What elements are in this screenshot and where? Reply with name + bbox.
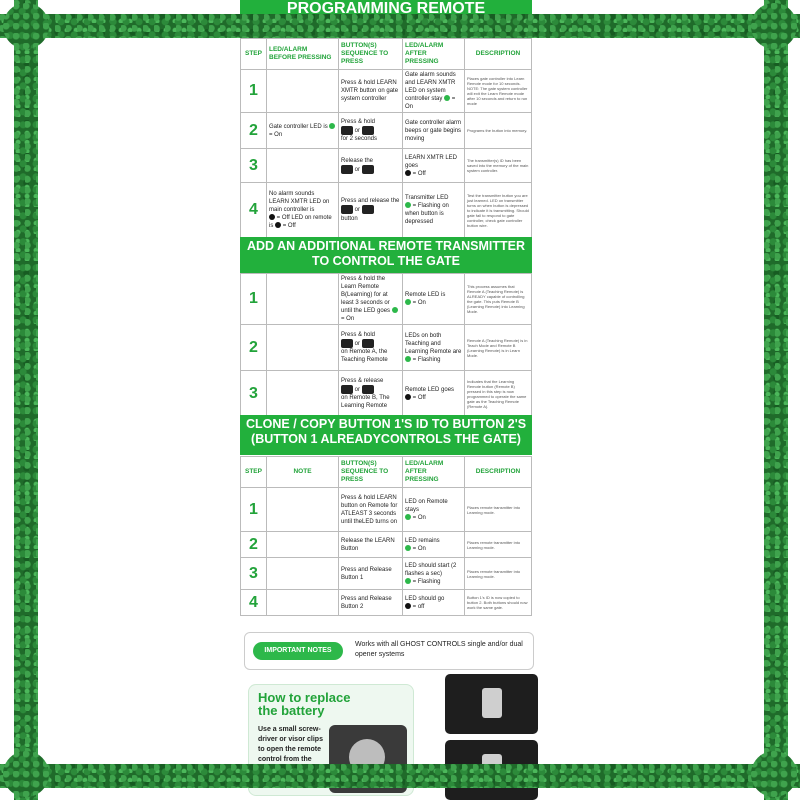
col-header: LED/ALARM AFTER PRESSING [403, 457, 465, 488]
press-text: Press & hold LEARN XMTR button on gate system controller [341, 80, 399, 102]
cell-press: Press & hold LEARN button on Remote for ATLEAST 3 seconds until theLED turns on [339, 488, 403, 532]
after-text: Remote LED is [405, 292, 446, 298]
table-row [241, 325, 532, 371]
after-text: LED should go [405, 595, 445, 602]
col-header: STEP [241, 457, 267, 488]
cell-press [339, 149, 403, 183]
step-number: 2 [241, 113, 267, 149]
led-black-icon [405, 603, 411, 609]
cell-press: Press and Release Button 1 [339, 558, 403, 590]
led-flashing-icon [405, 356, 411, 362]
grass-frame-right [764, 0, 788, 800]
grass-corner [751, 3, 797, 49]
cell-desc: Places remote transmitter into Learning mode. [465, 488, 532, 532]
press-tail: button [341, 215, 358, 222]
press-led: = On [341, 316, 355, 322]
press-tail: on Remote A, the Teaching Remote [341, 349, 388, 364]
programming-table [240, 38, 532, 238]
col-header: BUTTON(S) SEQUENCE TO PRESS [339, 457, 403, 488]
step-number: 4 [241, 590, 267, 616]
step-number: 3 [241, 149, 267, 183]
led-black-icon [405, 170, 411, 176]
led-green-icon [405, 299, 411, 305]
cell-after [403, 274, 465, 325]
cell-press: Release the LEARN Button [339, 532, 403, 558]
remote-button-icon [362, 205, 374, 214]
table-row [241, 183, 532, 238]
led-green-icon [329, 123, 335, 129]
after-text: LED remains [405, 537, 440, 544]
col-header: STEP [241, 39, 267, 70]
battery-instructions: Use a small screw-driver or visor clips to open the remote control from the [258, 726, 323, 763]
cell-after [403, 325, 465, 371]
after-led: = Off [412, 170, 426, 177]
led-green-icon [392, 307, 398, 313]
after-text: LEDs on both Teaching and Learning Remote are [405, 332, 462, 355]
after-text: LEARN XMTR LED goes [405, 154, 458, 169]
led-black-icon [275, 222, 281, 228]
col-header: DESCRIPTION [465, 457, 532, 488]
after-led: = Flashing [412, 578, 441, 585]
after-text: Transmitter LED [405, 195, 449, 201]
cell-before [267, 149, 339, 183]
remote-button-icon [341, 165, 353, 174]
step-number: 4 [241, 183, 267, 238]
col-header: BUTTON(S) SEQUENCE TO PRESS [339, 39, 403, 70]
table-row [241, 590, 532, 616]
cell-before [267, 113, 339, 149]
after-led: = Flashing [412, 356, 441, 363]
step-number: 2 [241, 532, 267, 558]
before-led: = On [269, 131, 283, 138]
clone-table [240, 456, 532, 616]
important-notes-badge: IMPORTANT NOTES [253, 642, 343, 660]
cell-after [403, 149, 465, 183]
after-text: LED should start (2 flashes a sec) [405, 562, 457, 577]
before-text: Gate controller LED is [269, 123, 328, 130]
after-text: Remote LED goes [405, 386, 455, 393]
cell-after [403, 558, 465, 590]
press-text: Press & hold [341, 331, 376, 338]
remote-clip-image [445, 674, 538, 734]
table-row [241, 488, 532, 532]
or-text: or [354, 341, 361, 348]
cell-press [339, 183, 403, 238]
remote-button-icon [341, 126, 353, 135]
cell-note [267, 532, 339, 558]
grass-frame-top [0, 14, 800, 38]
cell-after [403, 532, 465, 558]
cell-before [267, 274, 339, 325]
step-number: 1 [241, 488, 267, 532]
col-header: DESCRIPTION [465, 39, 532, 70]
after-led: = On [405, 96, 456, 110]
cell-press: Press and Release Button 2 [339, 590, 403, 616]
after-led: = On [412, 514, 426, 521]
important-notes-card [244, 632, 534, 670]
table-header-row [241, 457, 532, 488]
cell-after [403, 590, 465, 616]
remote-button-icon [341, 385, 353, 394]
table-row [241, 149, 532, 183]
cell-after [403, 371, 465, 417]
col-header: LED/ALARM BEFORE PRESSING [267, 39, 339, 70]
remote-button-icon [362, 126, 374, 135]
cell-press [339, 274, 403, 325]
after-led: = Flashing on when button is depressed [405, 203, 449, 225]
step-number: 1 [241, 70, 267, 113]
after-led: = On [412, 545, 426, 552]
led-black-icon [405, 394, 411, 400]
cell-desc: Places gate controller into Learn Remote mode for 10 seconds. NOTE: The gate system controller will exit the Learn Remote mode after 10 seconds and return to run mode [465, 70, 532, 113]
grass-corner [3, 751, 49, 797]
before-led: = Off LED on remote is [269, 215, 332, 229]
cell-press [339, 325, 403, 371]
led-flashing-icon [405, 202, 411, 208]
cell-desc: Places remote transmitter into Learning mode. [465, 558, 532, 590]
step-number: 2 [241, 325, 267, 371]
table-row [241, 113, 532, 149]
before-text: No alarm sounds LEARN XMTR LED on main controller is [269, 191, 330, 213]
step-number: 1 [241, 274, 267, 325]
cell-before [267, 371, 339, 417]
cell-desc: Places remote transmitter into Learning mode. [465, 532, 532, 558]
led-green-icon [405, 545, 411, 551]
led-black-icon [269, 214, 275, 220]
after-led: = Off [412, 394, 426, 401]
remote-button-icon [362, 339, 374, 348]
remote-button-icon [362, 385, 374, 394]
battery-title: How to replace the battery [258, 690, 351, 718]
grass-corner [3, 3, 49, 49]
step-number: 3 [241, 371, 267, 417]
press-text: Press and release the [341, 198, 400, 205]
cell-before [267, 325, 339, 371]
or-text: or [354, 387, 361, 394]
or-text: or [354, 167, 361, 174]
or-text: or [354, 207, 361, 214]
cell-desc: The transmitter(s) ID has been saved into the memory of the main system controller. [465, 149, 532, 183]
col-header: NOTE [267, 457, 339, 488]
grass-frame-bottom [0, 764, 800, 788]
cell-note [267, 558, 339, 590]
page-title: PROGRAMMING REMOTE [240, 0, 532, 14]
cell-note [267, 488, 339, 532]
remote-button-icon [341, 205, 353, 214]
table-row [241, 274, 532, 325]
cell-desc: Indicates that the Learning Remote button (Remote B) pressed in this step is now programmed to operate the same gate as the Teaching Remote (Remote A). [465, 371, 532, 417]
cell-desc: Button 1's ID is now copied to button 2. Both buttons should now work the same gate. [465, 590, 532, 616]
press-text: Press & release [341, 377, 384, 384]
table-row [241, 532, 532, 558]
table-row [241, 70, 532, 113]
cell-after: Gate controller alarm beeps or gate begins moving [403, 113, 465, 149]
or-text: or [354, 128, 361, 135]
cell-before [267, 70, 339, 113]
led-green-icon [444, 95, 450, 101]
step-number: 3 [241, 558, 267, 590]
cell-after [403, 488, 465, 532]
section-heading: CLONE / COPY BUTTON 1'S ID TO BUTTON 2'S (BUTTON 1 ALREADYCONTROLS THE GATE) [240, 415, 532, 455]
visor-clip-icon [482, 688, 502, 718]
grass-corner [751, 751, 797, 797]
press-text: Release the [341, 157, 374, 164]
cell-after [403, 70, 465, 113]
remote-button-icon [341, 339, 353, 348]
press-tail: for 2 seconds [341, 136, 378, 143]
grass-frame-left [14, 0, 38, 800]
section-heading: ADD AN ADDITIONAL REMOTE TRANSMITTER TO CONTROL THE GATE [240, 237, 532, 273]
table-row [241, 558, 532, 590]
after-led: = off [412, 603, 425, 610]
cell-after [403, 183, 465, 238]
cell-desc: Test the transmitter button you are just learned. LED on transmitter turns on when button is depressed to indicate it is transmitting. Should gate fail to respond to gate controller, check gate controller button wire. [465, 183, 532, 238]
after-text: LED on Remote stays [405, 498, 448, 513]
col-header: LED/ALARM AFTER PRESSING [403, 39, 465, 70]
add-remote-table [240, 273, 532, 417]
after-led: = On [412, 300, 426, 306]
important-notes-text: Works with all GHOST CONTROLS single and/or dual opener systems [355, 641, 523, 658]
led-flashing-icon [405, 578, 411, 584]
after-text: Gate alarm sounds and LEARN XMTR LED on system controller stay [405, 72, 456, 102]
press-tail: on Remote B, The Learning Remote [341, 395, 390, 410]
cell-note [267, 590, 339, 616]
before-led2: = Off [282, 223, 296, 229]
led-green-icon [405, 514, 411, 520]
cell-press [339, 113, 403, 149]
cell-desc: Remote A (Teaching Remote) is in Teach Mode and Remote B (Learning Remote) is in Learn Mode. [465, 325, 532, 371]
cell-before [267, 183, 339, 238]
table-header-row [241, 39, 532, 70]
cell-desc: This process assumes that Remote A (Teaching Remote) is ALREADY capable of controlling the gate. This puts Remote B (Learning Remote) into Learning Mode. [465, 274, 532, 325]
table-row [241, 371, 532, 417]
remote-button-icon [362, 165, 374, 174]
cell-desc: Programs the button into memory. [465, 113, 532, 149]
press-text: Press & hold the Learn Remote B(Learning) for at least 3 seconds or until the LED goes [341, 276, 391, 314]
press-text: Press & hold [341, 118, 376, 125]
cell-press [339, 371, 403, 417]
cell-press [339, 70, 403, 113]
